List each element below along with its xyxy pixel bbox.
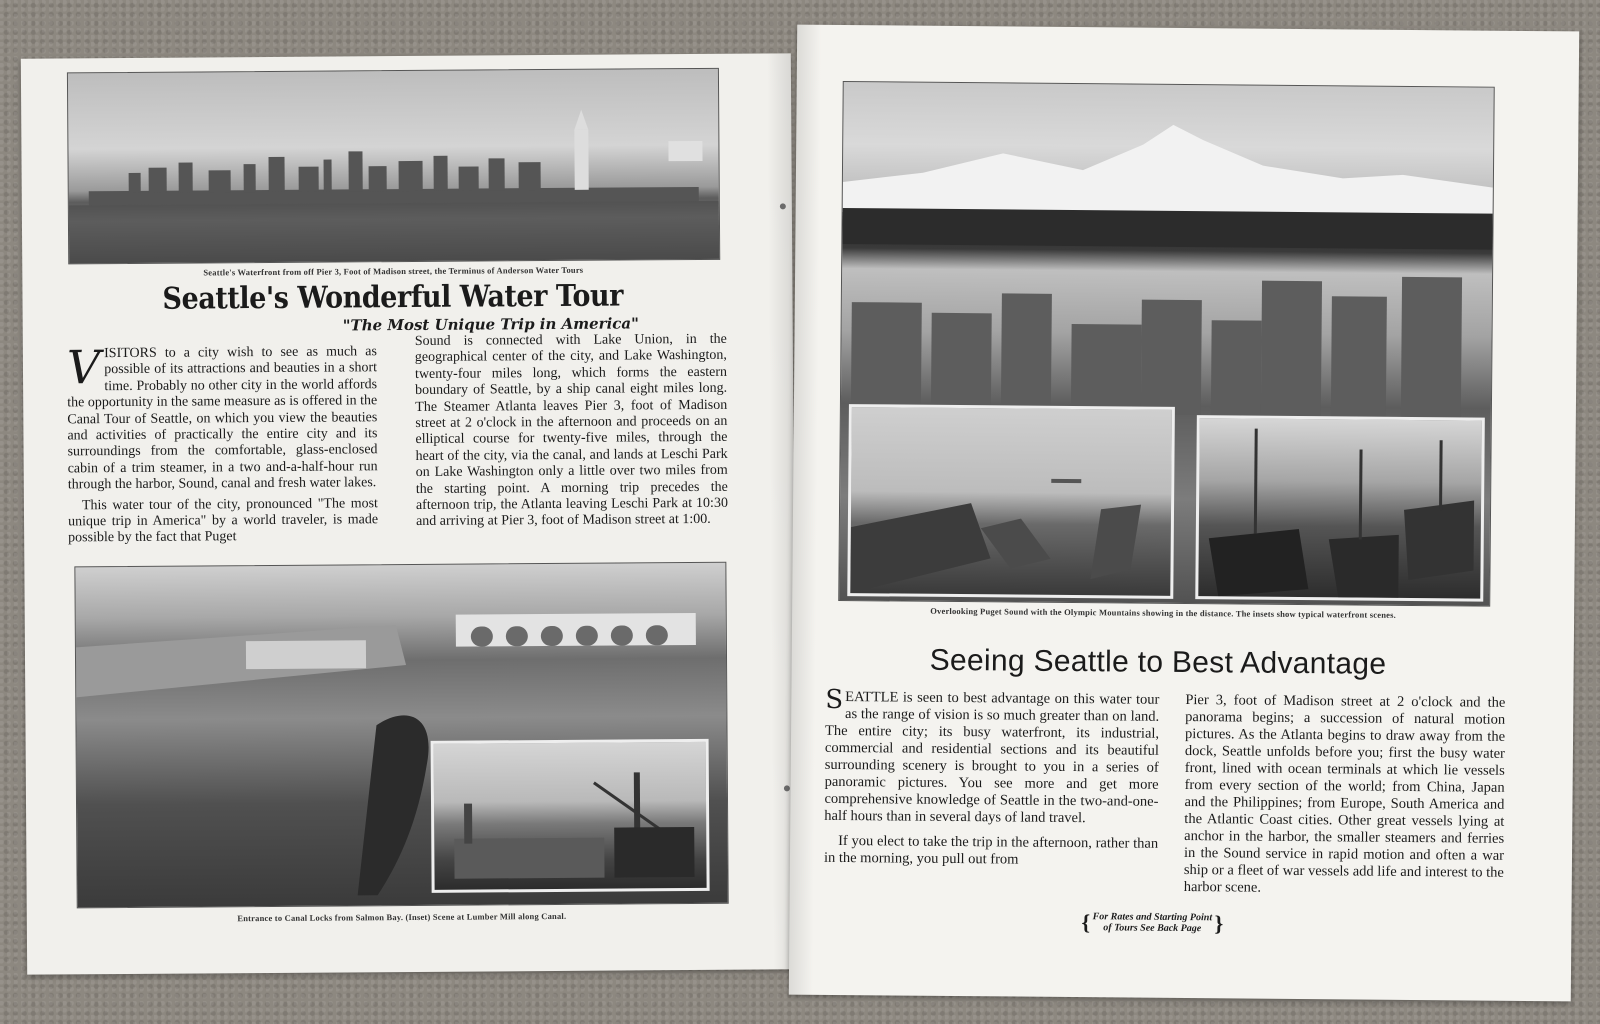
paragraph-text: is seen to best advantage on this water tour as the range of vision is so much greater than on land. The entire city; its busy waterfront, its industrial, commercial and residential sections and its beautiful surrounding scenery is brought to you in a series of panoramic pictures. You see more and get more comprehensive knowledge of Seattle in the two-and-one-half hours than in several days of land travel.	[824, 689, 1160, 827]
paragraph: If you elect to take the trip in the afternoon, rather than in the morning, you pull out from	[823, 832, 1159, 868]
paragraph: Sound is connected with Lake Union, in the geographical center of the city, and Lake Washington, twenty-four miles long, which forms the eastern boundary of Seattle, by a ship canal eight miles long. The Steamer Atlanta leaves Pier 3, foot of Madison street at 2 o'clock in the afternoon and proceeds on an elliptical course for twenty-five miles, through the heart of the city, via the canal, and lands at Leschi Park on Lake Washington only a little over two miles from the starting point. A morning trip precedes the afternoon trip, the Atlanta leaving Leschi Park at 10:30 and arriving at Pier 3, foot of Madison street at 1:00.	[414, 331, 728, 530]
article-column-1	[823, 684, 1160, 878]
staple-hole	[780, 203, 786, 209]
article-column-2	[1184, 692, 1506, 903]
seattle-waterfront-photo	[67, 68, 720, 265]
paragraph	[66, 340, 378, 494]
harbor-piers-illustration	[850, 407, 1172, 596]
skyline-silhouette	[68, 69, 719, 264]
rates-note	[1081, 911, 1223, 934]
page-subtitle: "The Most Unique Trip in America"	[342, 314, 639, 335]
canal-locks-photo	[74, 562, 728, 909]
article-column-2	[415, 332, 728, 535]
lumber-mill-inset-photo	[431, 739, 710, 893]
paragraph-text: to a city wish to see as much as possible of its attractions and beauties in a short time. Probably no other city in the world affords the opportunity in the same measure as is offered in the Canal Tour of Seattle, on which you view the beauties and activities of practically the entire city and its surroundings from the comfortable, glass-enclosed cabin of a trim steamer, in a two and-a-half-hour run through the harbor, Sound, canal and fresh water lakes.	[67, 344, 378, 493]
lumber-mill-illustration	[434, 742, 707, 890]
gutter-shadow	[789, 25, 821, 995]
locks-caption: Entrance to Canal Locks from Salmon Bay. (Inset) Scene at Lumber Mill along Canal.	[237, 910, 567, 924]
puget-sound-photo	[838, 81, 1495, 607]
rates-note-line1: For Rates and Starting Point	[1092, 911, 1213, 924]
paragraph: Pier 3, foot of Madison street at 2 o'clock and the panorama begins; a succession of natural motion pictures. As the Atlanta begins to draw away from the dock, Seattle unfolds before you; first the busy water front, lined with ocean terminals at which lie vessels from every section of the world; from China, Japan and the Philippines; from Europe, South America and the Atlantic Coast cities. Other great vessels lying at anchor in the harbor, the smaller steamers and ferries in the Sound service in rapid motion and often a war ship or a fleet of war vessels add life and interest to the harbor scene.	[1183, 692, 1506, 896]
staple-hole	[784, 785, 790, 791]
ships-inset-photo	[1195, 415, 1485, 602]
paragraph: This water tour of the city, pronounced "The most unique trip in America" by a world traveler, is made possible by the fact that Puget	[67, 495, 379, 546]
photo-caption: Overlooking Puget Sound with the Olympic Mountains showing in the distance. The insets show typical waterfront scenes.	[930, 605, 1397, 620]
page-title: Seattle's Wonderful Water Tour	[162, 278, 624, 317]
skyline-caption: Seattle's Waterfront from off Pier 3, Foot of Madison street, the Terminus of Anderson Water Tours	[203, 264, 584, 278]
article-column-1	[66, 340, 379, 551]
lead-word: ISITORS	[104, 345, 157, 362]
rates-note-line2: of Tours See Back Page	[1103, 922, 1202, 935]
paragraph	[824, 684, 1160, 828]
page-title: Seeing Seattle to Best Advantage	[929, 643, 1387, 681]
right-page	[789, 25, 1579, 1002]
drop-cap: V	[66, 340, 101, 395]
harbor-inset-photo	[847, 404, 1175, 599]
ornament-bracket-right: }	[1214, 910, 1224, 936]
ornament-bracket-left: {	[1081, 909, 1091, 935]
lead-word: EATTLE	[845, 689, 899, 706]
docked-ships-illustration	[1198, 418, 1482, 598]
left-page	[21, 53, 797, 974]
drop-cap: S	[825, 684, 844, 716]
